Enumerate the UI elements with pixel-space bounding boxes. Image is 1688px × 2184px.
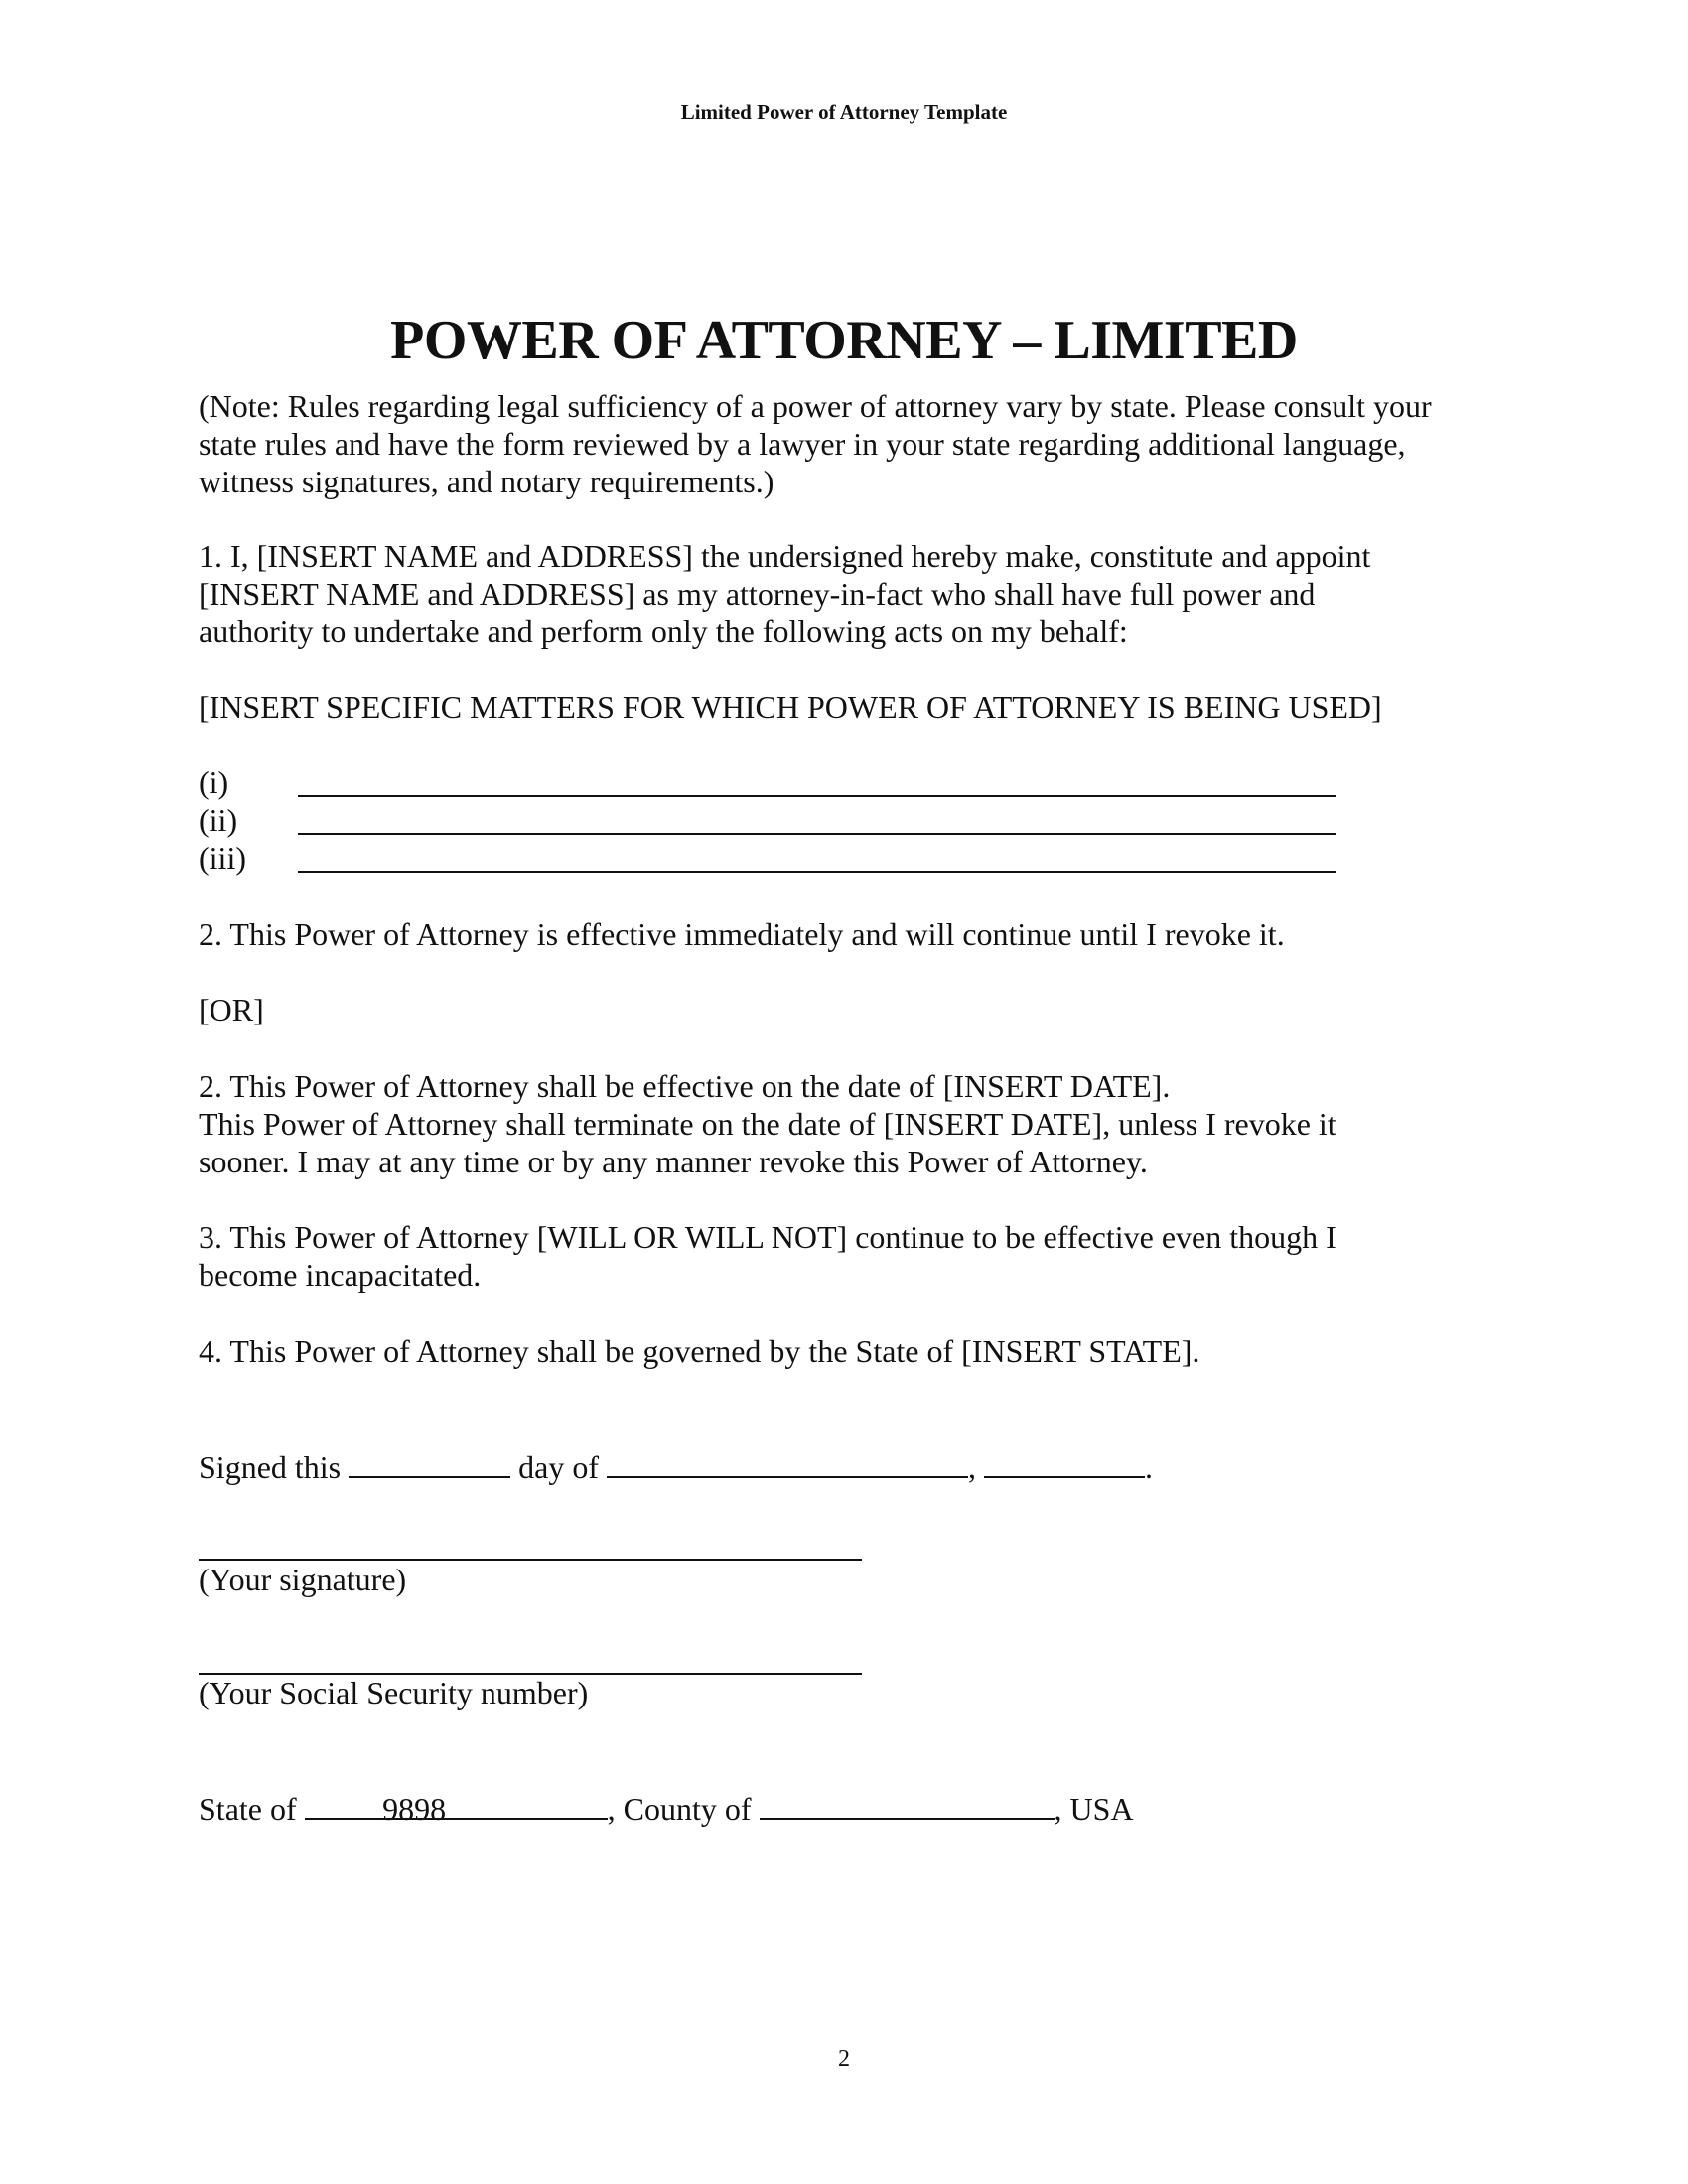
- section-2a-text: 2. This Power of Attorney is effective immediately and will continue until I revoke it.: [199, 916, 1285, 952]
- signed-day-field[interactable]: [349, 1446, 510, 1478]
- running-header: Limited Power of Attorney Template: [680, 100, 1008, 124]
- section-2b-paragraph: [199, 1067, 1529, 1180]
- matter-item-i: [199, 763, 298, 801]
- or-separator: [199, 991, 1529, 1028]
- specific-matters-heading: [199, 688, 1529, 726]
- matter-item-blank-field[interactable]: [298, 871, 1336, 873]
- page-number: 2: [838, 2046, 850, 2072]
- state-value: 9898: [382, 1791, 447, 1827]
- location-line: [199, 1788, 1529, 1826]
- matter-item-blank-field[interactable]: [298, 833, 1336, 835]
- note-line: (Note: Rules regarding legal sufficiency of a power of attorney vary by state. Please consult your: [199, 388, 1432, 424]
- section-1-paragraph: [199, 537, 1529, 650]
- note-paragraph: [199, 387, 1529, 500]
- matter-item-label: (iii): [199, 840, 246, 876]
- note-line: state rules and have the form reviewed by a lawyer in your state regarding additional language,: [199, 426, 1406, 462]
- note-line: witness signatures, and notary requirements.): [199, 464, 774, 499]
- section-3-line: become incapacitated.: [199, 1257, 482, 1293]
- signed-prefix: Signed this: [199, 1449, 342, 1485]
- matter-item-blank-field[interactable]: [298, 795, 1336, 797]
- county-field[interactable]: [760, 1788, 1055, 1820]
- ssn-field[interactable]: [199, 1645, 862, 1675]
- signature-caption: (Your signature): [199, 1562, 407, 1597]
- signed-comma: ,: [967, 1449, 976, 1485]
- matter-item-iii: [199, 839, 298, 877]
- signed-period: .: [1144, 1449, 1153, 1485]
- location-suffix: , USA: [1054, 1791, 1134, 1827]
- section-1-line: [INSERT NAME and ADDRESS] as my attorney-in-fact who shall have full power and: [199, 576, 1316, 612]
- signature-caption-block: [199, 1561, 1529, 1598]
- section-2b-line: 2. This Power of Attorney shall be effective on the date of [INSERT DATE].: [199, 1068, 1171, 1104]
- ssn-caption-block: [199, 1674, 1529, 1711]
- section-2a-paragraph: [199, 915, 1529, 953]
- matter-item-label: (i): [199, 764, 229, 800]
- section-4-text: 4. This Power of Attorney shall be governed by the State of [INSERT STATE].: [199, 1333, 1200, 1369]
- state-prefix: State of: [199, 1791, 297, 1827]
- section-1-line: authority to undertake and perform only the following acts on my behalf:: [199, 614, 1128, 649]
- section-1-line: 1. I, [INSERT NAME and ADDRESS] the undersigned hereby make, constitute and appoint: [199, 538, 1371, 574]
- signed-month-field[interactable]: [607, 1446, 968, 1478]
- ssn-caption: (Your Social Security number): [199, 1675, 589, 1710]
- signed-year-field[interactable]: [984, 1446, 1145, 1478]
- signed-date-line: [199, 1446, 1529, 1484]
- document-title: POWER OF ATTORNEY – LIMITED: [390, 310, 1298, 371]
- section-4-paragraph: [199, 1332, 1529, 1370]
- section-3-paragraph: [199, 1218, 1529, 1294]
- state-field[interactable]: [305, 1790, 608, 1827]
- or-label: [OR]: [199, 992, 264, 1027]
- section-2b-line: sooner. I may at any time or by any manner revoke this Power of Attorney.: [199, 1144, 1148, 1179]
- signature-field[interactable]: [199, 1531, 862, 1561]
- matter-item-ii: [199, 801, 298, 839]
- specific-matters-text: [INSERT SPECIFIC MATTERS FOR WHICH POWER OF ATTORNEY IS BEING USED]: [199, 689, 1382, 725]
- section-3-line: 3. This Power of Attorney [WILL OR WILL NOT] continue to be effective even though I: [199, 1219, 1336, 1255]
- signed-middle: day of: [518, 1449, 599, 1485]
- matter-item-label: (ii): [199, 802, 238, 838]
- section-2b-line: This Power of Attorney shall terminate on the date of [INSERT DATE], unless I revoke it: [199, 1106, 1336, 1142]
- county-prefix: , County of: [607, 1791, 752, 1827]
